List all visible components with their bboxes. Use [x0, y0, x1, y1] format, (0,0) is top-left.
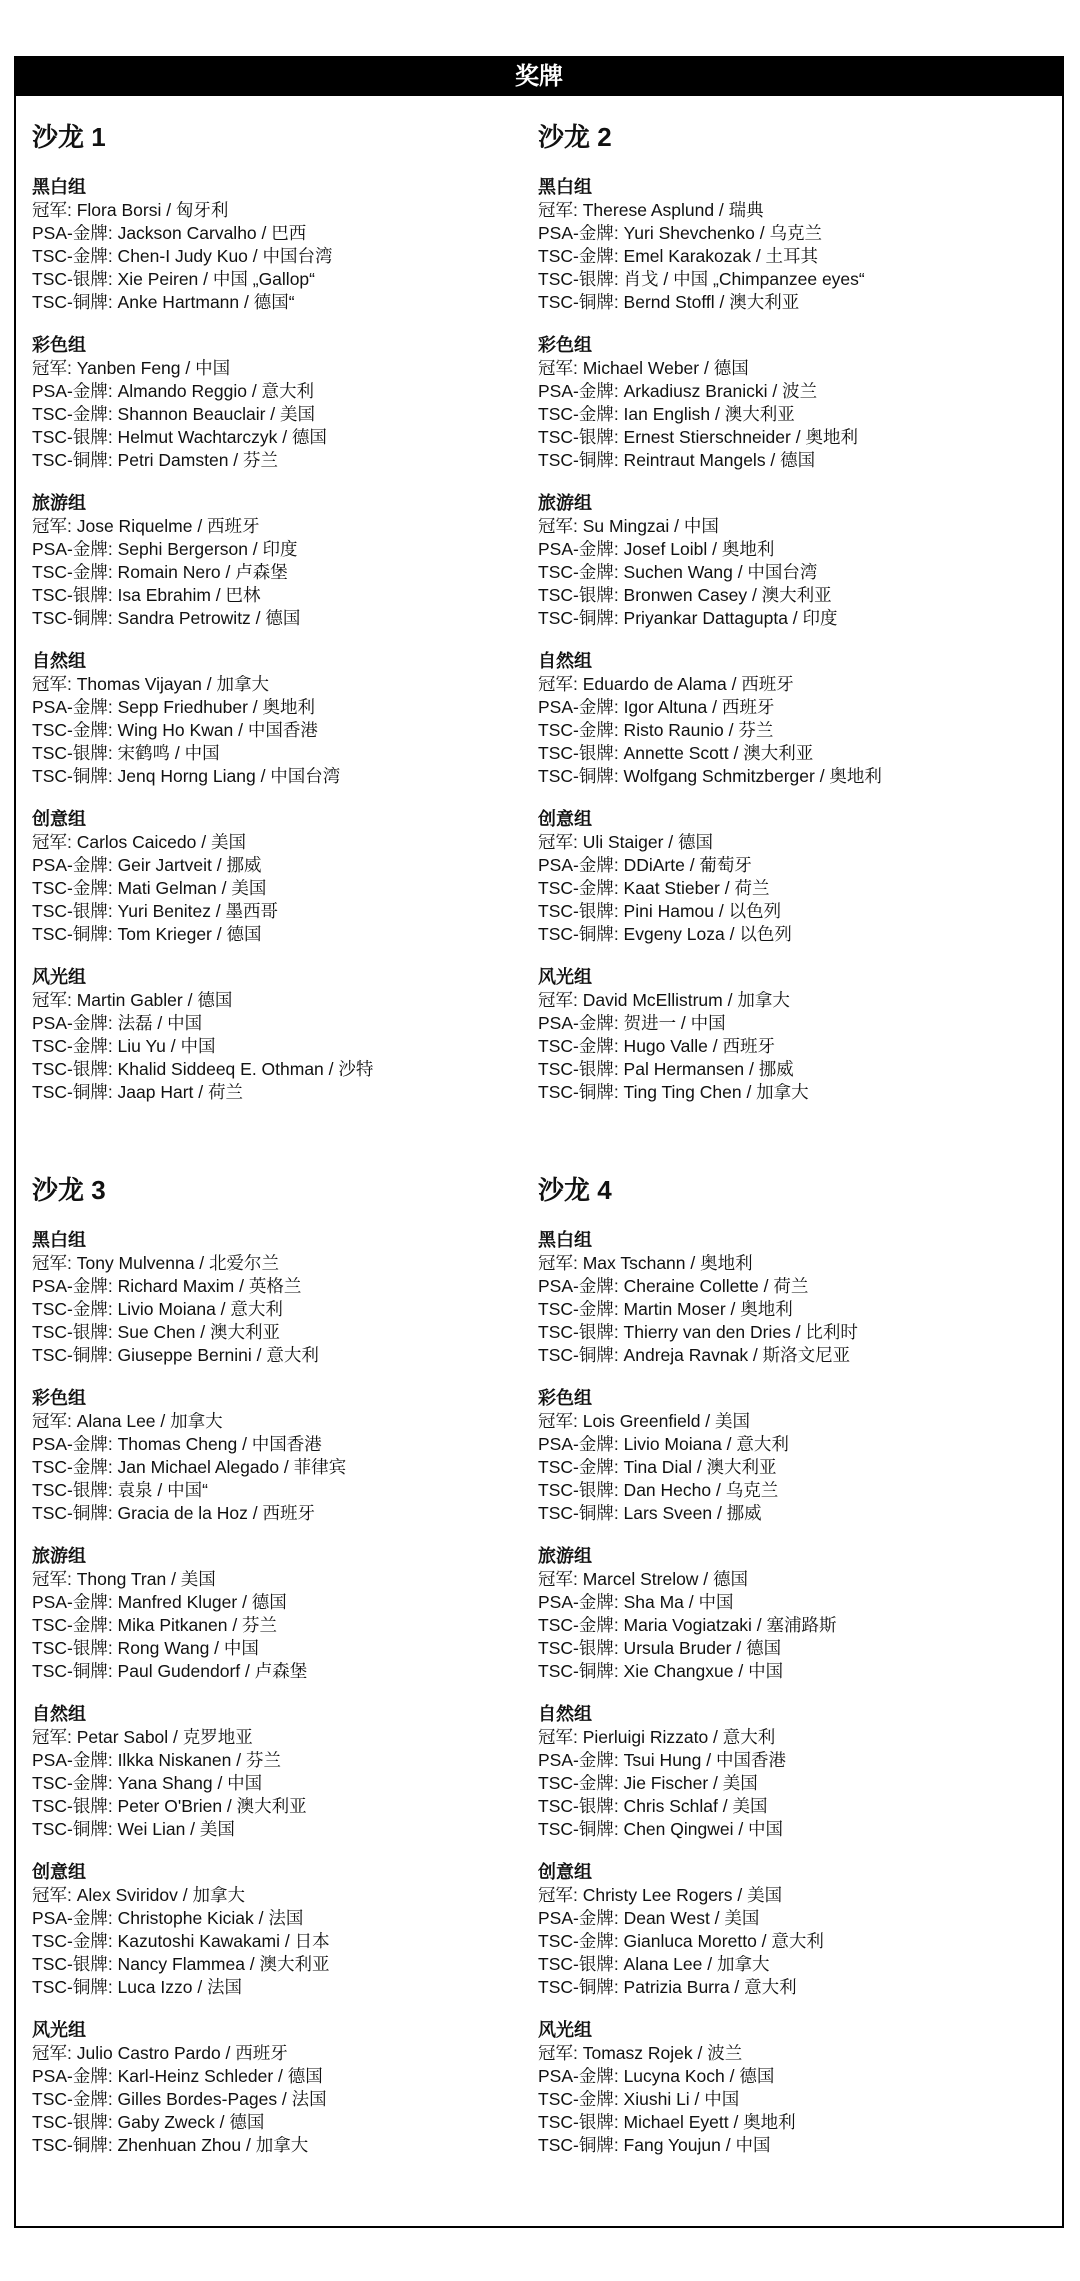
award-entry: TSC-铜牌: Tom Krieger / 德国 — [32, 924, 262, 944]
award-entry: PSA-金牌: Igor Altuna / 西班牙 — [538, 697, 775, 717]
award-entry: 冠军: Christy Lee Rogers / 美国 — [538, 1885, 783, 1905]
award-entry: TSC-金牌: Shannon Beauclair / 美国 — [32, 404, 316, 424]
award-entry: TSC-金牌: Livio Moiana / 意大利 — [32, 1299, 283, 1319]
award-entry: TSC-银牌: Bronwen Casey / 澳大利亚 — [538, 585, 832, 605]
award-entry: 冠军: Lois Greenfield / 美国 — [538, 1411, 751, 1431]
award-group — [538, 650, 1028, 788]
award-entry: TSC-金牌: Suchen Wang / 中国台湾 — [538, 562, 818, 582]
award-group — [32, 2019, 522, 2157]
award-entry: 冠军: Carlos Caicedo / 美国 — [32, 832, 246, 852]
award-entry: TSC-铜牌: Andreja Ravnak / 斯洛文尼亚 — [538, 1345, 851, 1365]
award-entry: TSC-金牌: Liu Yu / 中国 — [32, 1036, 216, 1056]
award-entry: 冠军: Thong Tran / 美国 — [32, 1569, 216, 1589]
group-title: 风光组 — [32, 967, 86, 987]
group-title: 彩色组 — [32, 1388, 86, 1408]
award-entry: PSA-金牌: Sha Ma / 中国 — [538, 1592, 734, 1612]
award-entry: TSC-银牌: Annette Scott / 澳大利亚 — [538, 743, 814, 763]
award-entry: 冠军: Julio Castro Pardo / 西班牙 — [32, 2043, 288, 2063]
award-entry: TSC-铜牌: Xie Changxue / 中国 — [538, 1661, 784, 1681]
group-title: 创意组 — [538, 1862, 592, 1882]
group-title: 创意组 — [32, 809, 86, 829]
award-entry: TSC-银牌: Peter O'Brien / 澳大利亚 — [32, 1796, 307, 1816]
award-entry: PSA-金牌: Geir Jartveit / 挪威 — [32, 855, 262, 875]
award-group — [32, 966, 522, 1104]
award-entry: TSC-银牌: 宋鹤鸣 / 中国 — [32, 743, 220, 763]
salon-section — [32, 120, 522, 1124]
group-title: 彩色组 — [538, 335, 592, 355]
award-entry: TSC-铜牌: Patrizia Burra / 意大利 — [538, 1977, 797, 1997]
award-entry: TSC-铜牌: Giuseppe Bernini / 意大利 — [32, 1345, 319, 1365]
salon-title: 沙龙 4 — [538, 1175, 612, 1205]
award-entry: 冠军: Alana Lee / 加拿大 — [32, 1411, 223, 1431]
award-entry: TSC-铜牌: Jaap Hart / 荷兰 — [32, 1082, 244, 1102]
award-entry: TSC-金牌: Risto Raunio / 芬兰 — [538, 720, 774, 740]
award-entry: TSC-银牌: Rong Wang / 中国 — [32, 1638, 259, 1658]
award-group — [538, 2019, 1028, 2157]
award-entry: PSA-金牌: Christophe Kiciak / 法国 — [32, 1908, 304, 1928]
award-group — [32, 1229, 522, 1367]
award-entry: 冠军: Su Mingzai / 中国 — [538, 516, 719, 536]
salon-title: 沙龙 3 — [32, 1175, 106, 1205]
award-entry: PSA-金牌: Josef Loibl / 奥地利 — [538, 539, 775, 559]
award-entry: TSC-金牌: Romain Nero / 卢森堡 — [32, 562, 288, 582]
group-title: 黑白组 — [32, 177, 86, 197]
award-group — [32, 1387, 522, 1525]
award-group — [32, 334, 522, 472]
award-entry: TSC-金牌: Gianluca Moretto / 意大利 — [538, 1931, 824, 1951]
award-group — [538, 1229, 1028, 1367]
award-entry: PSA-金牌: Livio Moiana / 意大利 — [538, 1434, 789, 1454]
award-group — [538, 176, 1028, 314]
award-entry: PSA-金牌: Tsui Hung / 中国香港 — [538, 1750, 786, 1770]
award-entry: PSA-金牌: Karl-Heinz Schleder / 德国 — [32, 2066, 323, 2086]
group-title: 创意组 — [538, 809, 592, 829]
award-entry: 冠军: Tomasz Rojek / 波兰 — [538, 2043, 743, 2063]
award-entry: TSC-铜牌: Gracia de la Hoz / 西班牙 — [32, 1503, 315, 1523]
award-entry: PSA-金牌: Richard Maxim / 英格兰 — [32, 1276, 302, 1296]
award-entry: PSA-金牌: Lucyna Koch / 德国 — [538, 2066, 775, 2086]
award-entry: TSC-银牌: Yuri Benitez / 墨西哥 — [32, 901, 279, 921]
group-title: 风光组 — [538, 2020, 592, 2040]
award-entry: TSC-金牌: Emel Karakozak / 土耳其 — [538, 246, 819, 266]
award-entry: TSC-银牌: 袁泉 / 中国“ — [32, 1480, 208, 1500]
salon-title: 沙龙 1 — [32, 122, 106, 152]
award-group — [538, 966, 1028, 1104]
award-entry: TSC-银牌: Chris Schlaf / 美国 — [538, 1796, 768, 1816]
award-entry: TSC-金牌: Kazutoshi Kawakami / 日本 — [32, 1931, 330, 1951]
award-entry: TSC-铜牌: Jenq Horng Liang / 中国台湾 — [32, 766, 341, 786]
award-entry: PSA-金牌: Almando Reggio / 意大利 — [32, 381, 315, 401]
award-entry: TSC-铜牌: Chen Qingwei / 中国 — [538, 1819, 784, 1839]
salon-section — [538, 1173, 1028, 2177]
group-title: 旅游组 — [32, 493, 86, 513]
award-entry: TSC-金牌: Jan Michael Alegado / 菲律宾 — [32, 1457, 347, 1477]
award-group — [32, 808, 522, 946]
award-entry: TSC-铜牌: Paul Gudendorf / 卢森堡 — [32, 1661, 308, 1681]
group-title: 风光组 — [32, 2020, 86, 2040]
award-entry: PSA-金牌: 法磊 / 中国 — [32, 1013, 203, 1033]
award-entry: TSC-金牌: Ian English / 澳大利亚 — [538, 404, 795, 424]
award-entry: TSC-银牌: Gaby Zweck / 德国 — [32, 2112, 265, 2132]
award-entry: TSC-铜牌: Fang Youjun / 中国 — [538, 2135, 771, 2155]
award-group — [32, 650, 522, 788]
group-title: 自然组 — [538, 651, 592, 671]
award-entry: TSC-铜牌: Sandra Petrowitz / 德国 — [32, 608, 301, 628]
award-entry: TSC-金牌: Hugo Valle / 西班牙 — [538, 1036, 775, 1056]
award-entry: 冠军: Michael Weber / 德国 — [538, 358, 749, 378]
award-entry: TSC-铜牌: Bernd Stoffl / 澳大利亚 — [538, 292, 800, 312]
award-entry: TSC-银牌: Michael Eyett / 奥地利 — [538, 2112, 796, 2132]
award-entry: TSC-银牌: Sue Chen / 澳大利亚 — [32, 1322, 280, 1342]
award-entry: TSC-金牌: Maria Vogiatzaki / 塞浦路斯 — [538, 1615, 837, 1635]
award-entry: TSC-银牌: Thierry van den Dries / 比利时 — [538, 1322, 858, 1342]
award-entry: TSC-金牌: Mati Gelman / 美国 — [32, 878, 267, 898]
group-title: 风光组 — [538, 967, 592, 987]
award-group — [538, 1861, 1028, 1999]
award-entry: TSC-银牌: Alana Lee / 加拿大 — [538, 1954, 770, 1974]
award-entry: TSC-金牌: Xiushi Li / 中国 — [538, 2089, 740, 2109]
award-entry: TSC-铜牌: Priyankar Dattagupta / 印度 — [538, 608, 838, 628]
award-entry: 冠军: Max Tschann / 奥地利 — [538, 1253, 753, 1273]
award-entry: TSC-金牌: Gilles Bordes-Pages / 法国 — [32, 2089, 327, 2109]
group-title: 自然组 — [32, 651, 86, 671]
award-entry: TSC-金牌: Wing Ho Kwan / 中国香港 — [32, 720, 318, 740]
award-entry: TSC-铜牌: Wei Lian / 美国 — [32, 1819, 235, 1839]
award-entry: 冠军: Therese Asplund / 瑞典 — [538, 200, 764, 220]
award-group — [32, 492, 522, 630]
award-group — [538, 1545, 1028, 1683]
award-entry: PSA-金牌: Yuri Shevchenko / 乌克兰 — [538, 223, 822, 243]
award-entry: TSC-银牌: Nancy Flammea / 澳大利亚 — [32, 1954, 330, 1974]
award-entry: 冠军: Tony Mulvenna / 北爱尔兰 — [32, 1253, 280, 1273]
group-title: 黑白组 — [32, 1230, 86, 1250]
award-group — [538, 492, 1028, 630]
group-title: 旅游组 — [32, 1546, 86, 1566]
award-entry: TSC-金牌: Yana Shang / 中国 — [32, 1773, 263, 1793]
award-entry: TSC-银牌: Isa Ebrahim / 巴林 — [32, 585, 261, 605]
page-title: 奖牌 — [16, 58, 1062, 96]
award-entry: 冠军: Petar Sabol / 克罗地亚 — [32, 1727, 253, 1747]
award-entry: 冠军: David McEllistrum / 加拿大 — [538, 990, 790, 1010]
award-entry: TSC-金牌: Kaat Stieber / 荷兰 — [538, 878, 770, 898]
award-entry: TSC-铜牌: Petri Damsten / 芬兰 — [32, 450, 279, 470]
award-entry: 冠军: Flora Borsi / 匈牙利 — [32, 200, 229, 220]
award-entry: 冠军: Jose Riquelme / 西班牙 — [32, 516, 260, 536]
award-entry: TSC-银牌: Helmut Wachtarczyk / 德国 — [32, 427, 327, 447]
award-entry: TSC-金牌: Martin Moser / 奥地利 — [538, 1299, 793, 1319]
group-title: 创意组 — [32, 1862, 86, 1882]
salon-title: 沙龙 2 — [538, 122, 612, 152]
award-entry: PSA-金牌: 贺进一 / 中国 — [538, 1013, 726, 1033]
award-group — [538, 1387, 1028, 1525]
group-title: 自然组 — [538, 1704, 592, 1724]
awards-frame — [14, 56, 1064, 2228]
group-title: 黑白组 — [538, 1230, 592, 1250]
award-group — [538, 334, 1028, 472]
award-entry: TSC-银牌: Ernest Stierschneider / 奥地利 — [538, 427, 858, 447]
award-entry: PSA-金牌: Cheraine Collette / 荷兰 — [538, 1276, 809, 1296]
award-entry: TSC-铜牌: Wolfgang Schmitzberger / 奥地利 — [538, 766, 882, 786]
award-entry: 冠军: Yanben Feng / 中国 — [32, 358, 231, 378]
award-entry: TSC-银牌: Pini Hamou / 以色列 — [538, 901, 782, 921]
group-title: 旅游组 — [538, 1546, 592, 1566]
award-entry: PSA-金牌: Ilkka Niskanen / 芬兰 — [32, 1750, 281, 1770]
award-group — [32, 1703, 522, 1841]
award-entry: TSC-银牌: Dan Hecho / 乌克兰 — [538, 1480, 779, 1500]
group-title: 自然组 — [32, 1704, 86, 1724]
award-group — [538, 1703, 1028, 1841]
award-entry: 冠军: Uli Staiger / 德国 — [538, 832, 714, 852]
award-entry: TSC-铜牌: Lars Sveen / 挪威 — [538, 1503, 762, 1523]
award-entry: TSC-金牌: Jie Fischer / 美国 — [538, 1773, 758, 1793]
salon-section — [32, 1173, 522, 2177]
award-entry: TSC-金牌: Chen-I Judy Kuo / 中国台湾 — [32, 246, 333, 266]
award-entry: TSC-铜牌: Luca Izzo / 法国 — [32, 1977, 243, 1997]
award-entry: 冠军: Eduardo de Alama / 西班牙 — [538, 674, 794, 694]
award-entry: 冠军: Martin Gabler / 德国 — [32, 990, 233, 1010]
award-entry: TSC-铜牌: Anke Hartmann / 德国“ — [32, 292, 295, 312]
award-entry: TSC-银牌: 肖戈 / 中国 „Chimpanzee eyes“ — [538, 269, 865, 289]
group-title: 彩色组 — [538, 1388, 592, 1408]
award-entry: PSA-金牌: DDiArte / 葡萄牙 — [538, 855, 752, 875]
group-title: 彩色组 — [32, 335, 86, 355]
award-entry: TSC-银牌: Xie Peiren / 中国 „Gallop“ — [32, 269, 315, 289]
award-group — [32, 176, 522, 314]
award-entry: TSC-铜牌: Zhenhuan Zhou / 加拿大 — [32, 2135, 309, 2155]
award-entry: TSC-银牌: Khalid Siddeeq E. Othman / 沙特 — [32, 1059, 374, 1079]
award-entry: 冠军: Alex Sviridov / 加拿大 — [32, 1885, 245, 1905]
group-title: 旅游组 — [538, 493, 592, 513]
award-entry: 冠军: Thomas Vijayan / 加拿大 — [32, 674, 269, 694]
award-entry: PSA-金牌: Sephi Bergerson / 印度 — [32, 539, 298, 559]
award-entry: PSA-金牌: Manfred Kluger / 德国 — [32, 1592, 287, 1612]
award-group — [538, 808, 1028, 946]
award-entry: PSA-金牌: Thomas Cheng / 中国香港 — [32, 1434, 322, 1454]
award-entry: TSC-铜牌: Reintraut Mangels / 德国 — [538, 450, 816, 470]
award-entry: TSC-银牌: Pal Hermansen / 挪威 — [538, 1059, 794, 1079]
award-group — [32, 1861, 522, 1999]
award-entry: TSC-铜牌: Ting Ting Chen / 加拿大 — [538, 1082, 809, 1102]
award-entry: 冠军: Marcel Strelow / 德国 — [538, 1569, 749, 1589]
award-group — [32, 1545, 522, 1683]
award-entry: PSA-金牌: Jackson Carvalho / 巴西 — [32, 223, 307, 243]
award-entry: PSA-金牌: Arkadiusz Branicki / 波兰 — [538, 381, 818, 401]
award-entry: TSC-银牌: Ursula Bruder / 德国 — [538, 1638, 782, 1658]
group-title: 黑白组 — [538, 177, 592, 197]
award-entry: PSA-金牌: Sepp Friedhuber / 奥地利 — [32, 697, 316, 717]
award-entry: 冠军: Pierluigi Rizzato / 意大利 — [538, 1727, 776, 1747]
award-entry: TSC-金牌: Mika Pitkanen / 芬兰 — [32, 1615, 278, 1635]
salon-section — [538, 120, 1028, 1124]
award-entry: TSC-铜牌: Evgeny Loza / 以色列 — [538, 924, 792, 944]
award-entry: PSA-金牌: Dean West / 美国 — [538, 1908, 760, 1928]
award-entry: TSC-金牌: Tina Dial / 澳大利亚 — [538, 1457, 777, 1477]
